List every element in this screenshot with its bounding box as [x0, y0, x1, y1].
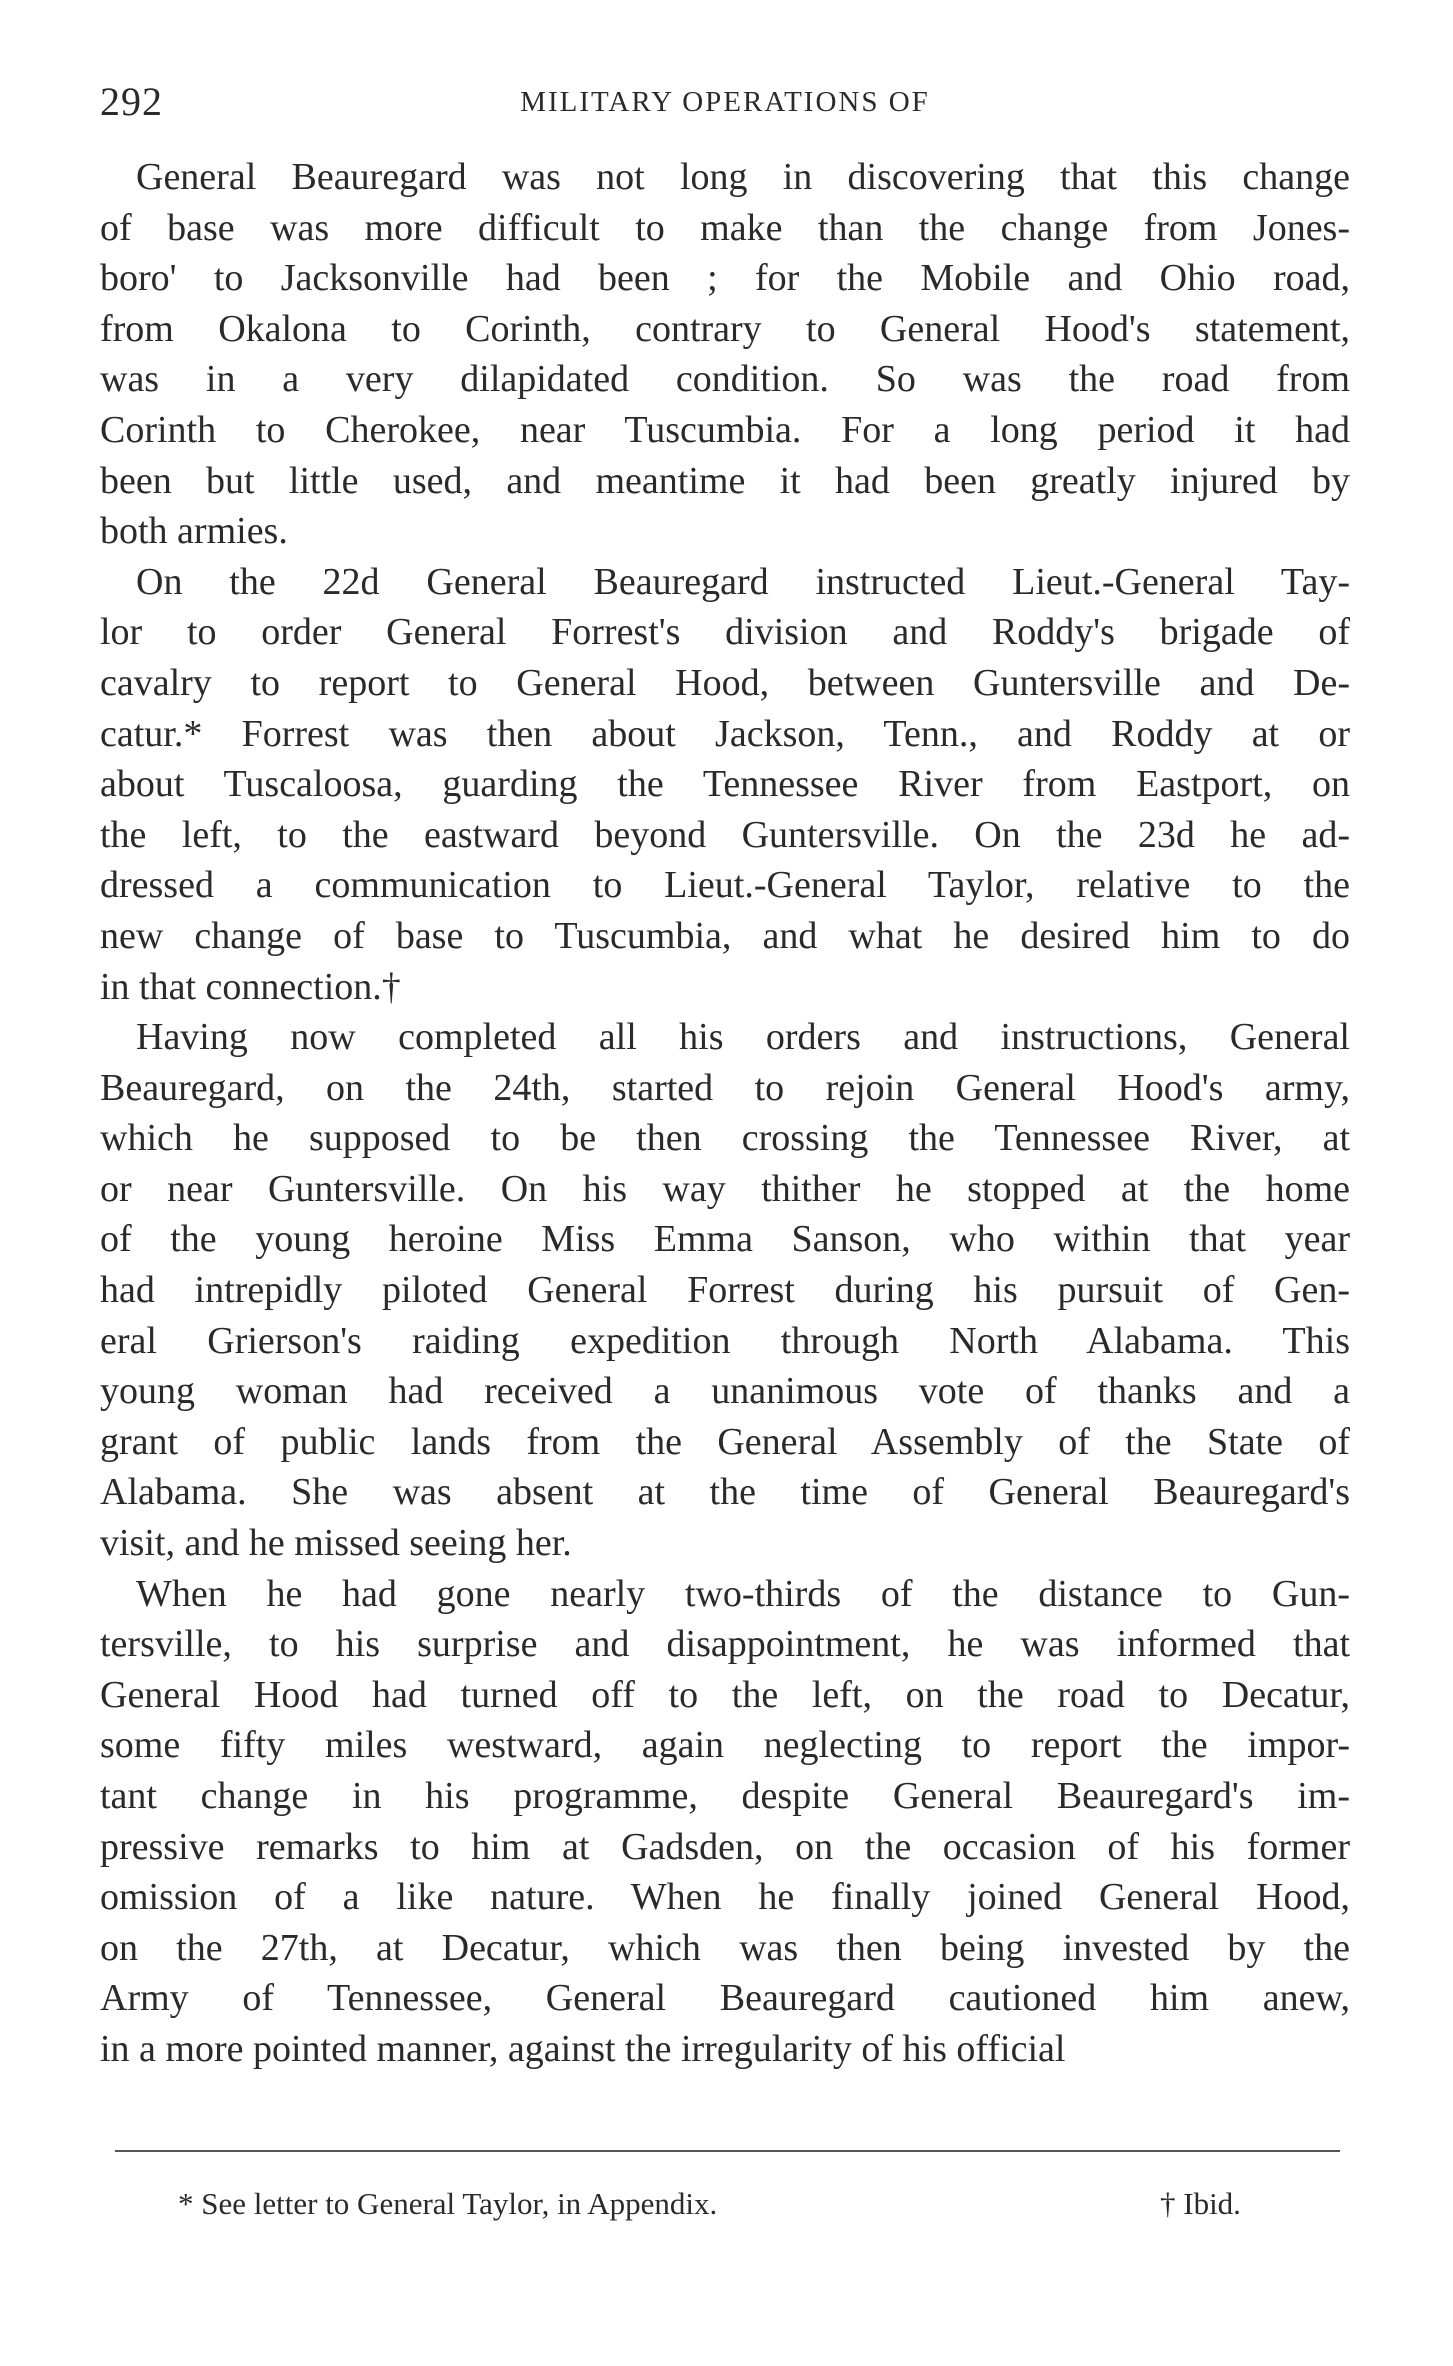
footnote-2: † Ibid. [1160, 2186, 1241, 2221]
text-line: General Hood had turned off to the left, on the road to Decatur, [100, 1673, 1350, 1716]
text-line: from Okalona to Corinth, contrary to General Hood's statement, [100, 307, 1350, 350]
page-number: 292 [100, 79, 163, 124]
footnote-1: * See letter to General Taylor, in Appendix. [178, 2186, 718, 2221]
text-line: boro' to Jacksonville had been ; for the Mobile and Ohio road, [100, 257, 1350, 300]
text-line: General Beauregard was not long in discovering that this change [136, 156, 1350, 198]
text-line: Having now completed all his orders and instructions, General [136, 1016, 1350, 1059]
text-line: cavalry to report to General Hood, between Guntersville and De- [100, 661, 1350, 704]
text-line: visit, and he missed seeing her. [100, 1522, 572, 1565]
text-line: of base was more difficult to make than the change from Jones- [100, 206, 1350, 249]
body-text [100, 152, 1350, 2075]
text-line: on the 27th, at Decatur, which was then being invested by the [100, 1926, 1350, 1969]
text-line: about Tuscaloosa, guarding the Tennessee River from Eastport, on [100, 763, 1350, 806]
text-line: in that connection.† [100, 965, 401, 1008]
text-line: eral Grierson's raiding expedition through North Alabama. This [100, 1319, 1350, 1362]
text-line: Beauregard, on the 24th, started to rejoin General Hood's army, [100, 1066, 1350, 1109]
paragraph [100, 1569, 1350, 2075]
text-line: lor to order General Forrest's division and Roddy's brigade of [100, 611, 1350, 654]
text-line: grant of public lands from the General Assembly of the State of [100, 1420, 1350, 1463]
text-line: new change of base to Tuscumbia, and what he desired him to do [100, 914, 1350, 957]
text-line: tersville, to his surprise and disappointment, he was informed that [100, 1623, 1350, 1666]
text-line: was in a very dilapidated condition. So was the road from [100, 358, 1350, 401]
text-line: of the young heroine Miss Emma Sanson, who within that year [100, 1218, 1350, 1261]
text-line: in a more pointed manner, against the irregularity of his official [100, 2027, 1066, 2070]
text-line: pressive remarks to him at Gadsden, on the occasion of his former [100, 1825, 1350, 1868]
running-head: MILITARY OPERATIONS OF [520, 86, 930, 118]
text-line: had intrepidly piloted General Forrest during his pursuit of Gen- [100, 1269, 1350, 1312]
paragraph [100, 152, 1350, 557]
text-line: young woman had received a unanimous vote of thanks and a [100, 1370, 1350, 1413]
text-line: Alabama. She was absent at the time of General Beauregard's [100, 1471, 1350, 1514]
text-line: or near Guntersville. On his way thither he stopped at the home [100, 1167, 1350, 1210]
text-line: which he supposed to be then crossing the Tennessee River, at [100, 1117, 1350, 1160]
text-line: dressed a communication to Lieut.-General Taylor, relative to the [100, 864, 1350, 907]
text-line: On the 22d General Beauregard instructed Lieut.-General Tay- [136, 560, 1350, 603]
text-line: Army of Tennessee, General Beauregard cautioned him anew, [100, 1977, 1350, 2020]
text-line: catur.* Forrest was then about Jackson, Tenn., and Roddy at or [100, 712, 1350, 755]
text-line: omission of a like nature. When he finally joined General Hood, [100, 1876, 1350, 1919]
text-line: been but little used, and meantime it had been greatly injured by [100, 459, 1350, 502]
paragraph [100, 557, 1350, 1012]
text-line: Corinth to Cherokee, near Tuscumbia. For a long period it had [100, 408, 1350, 451]
footnotes [100, 2186, 1350, 2236]
paragraph [100, 1012, 1350, 1569]
text-line: the left, to the eastward beyond Guntersville. On the 23d he ad- [100, 813, 1350, 856]
footnote-rule [115, 2150, 1340, 2152]
text-line: some fifty miles westward, again neglecting to report the impor- [100, 1724, 1350, 1767]
page-header [100, 78, 1350, 138]
text-line: When he had gone nearly two-thirds of the distance to Gun- [136, 1572, 1350, 1615]
text-line: tant change in his programme, despite General Beauregard's im- [100, 1775, 1350, 1817]
text-line: both armies. [100, 510, 288, 553]
